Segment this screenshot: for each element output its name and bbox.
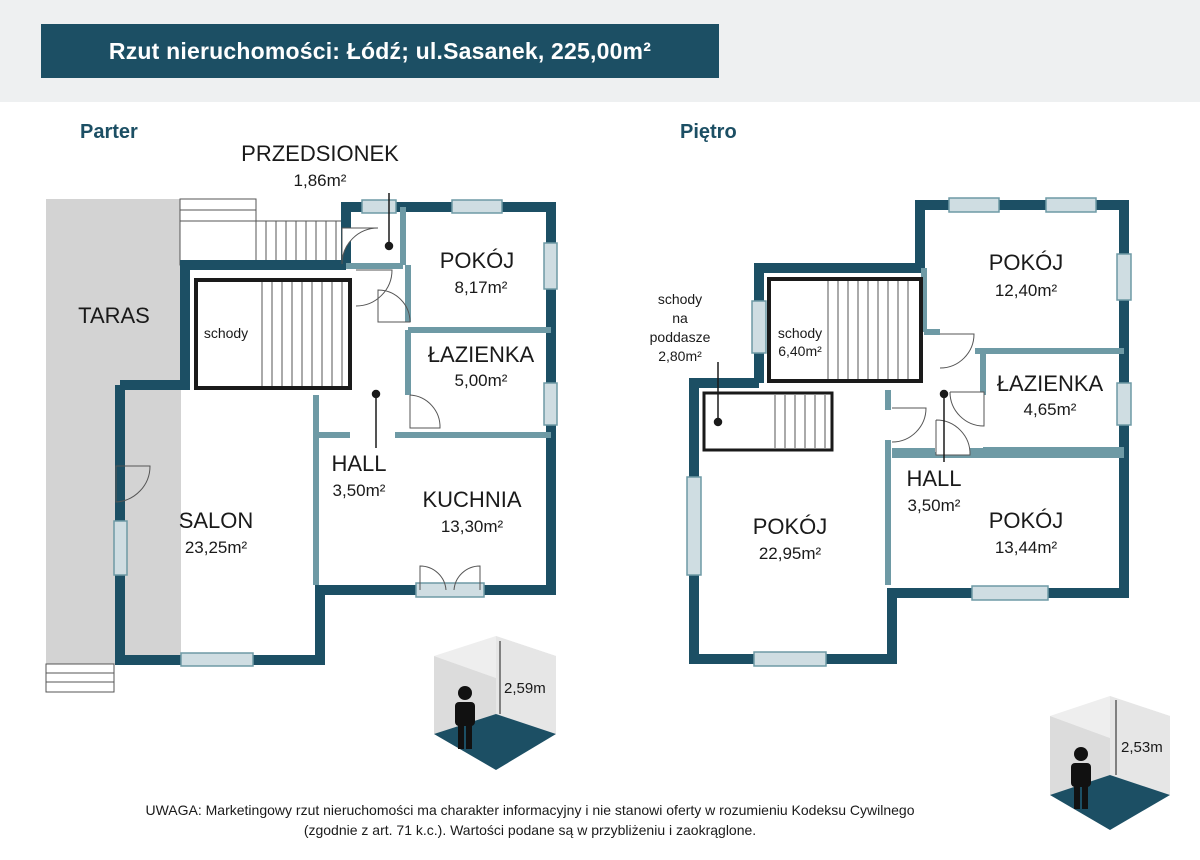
entrance-stairs xyxy=(256,221,342,265)
label-schody-upper: schody xyxy=(777,325,823,341)
label-schody-poddasze-1: schody xyxy=(657,291,703,307)
ground-ceiling-height: 2,59m xyxy=(504,680,546,697)
terrace-area xyxy=(46,199,181,664)
label-schody-poddasze-3: poddasze xyxy=(649,329,711,345)
upper-height-indicator xyxy=(1050,696,1170,830)
room-name-lazienka-ground: ŁAZIENKA xyxy=(427,342,535,367)
room-area-lazienka-upper: 4,65m² xyxy=(1023,400,1077,419)
label-schody-poddasze-2: na xyxy=(672,310,688,326)
room-name-hall-upper: HALL xyxy=(906,466,962,491)
attic-staircase xyxy=(704,393,832,450)
room-name-przedsionek: PRZEDSIONEK xyxy=(241,141,399,166)
ground-floor-plan xyxy=(46,141,557,770)
upper-ceiling-height: 2,53m xyxy=(1121,739,1163,756)
terrace-steps xyxy=(46,664,114,692)
room-area-pokoj-ground: 8,17m² xyxy=(454,278,508,297)
room-name-lazienka-upper: ŁAZIENKA xyxy=(996,371,1104,396)
room-area-pokoj-upper-se: 13,44m² xyxy=(994,538,1058,557)
label-taras: TARAS xyxy=(78,303,150,328)
room-name-kuchnia: KUCHNIA xyxy=(422,487,522,512)
ground-height-indicator xyxy=(434,636,556,770)
room-area-pokoj-upper-ne: 12,40m² xyxy=(994,281,1058,300)
ground-label-pointers xyxy=(373,193,393,448)
room-area-pokoj-upper-w: 22,95m² xyxy=(758,544,822,563)
room-name-pokoj-upper-ne: POKÓJ xyxy=(988,250,1064,275)
room-area-hall-ground: 3,50m² xyxy=(332,481,386,500)
entrance-landing xyxy=(180,199,256,265)
ground-partitions xyxy=(316,207,551,585)
ground-floor-label: Parter xyxy=(80,121,138,143)
room-area-przedsionek: 1,86m² xyxy=(293,171,347,190)
room-name-salon: SALON xyxy=(178,508,254,533)
room-name-hall-ground: HALL xyxy=(331,451,387,476)
area-schody-upper: 6,40m² xyxy=(778,343,822,359)
label-schody-ground: schody xyxy=(203,325,249,341)
page-title: Rzut nieruchomości: Łódź; ul.Sasanek, 225,00m² xyxy=(41,24,719,78)
room-area-hall-upper: 3,50m² xyxy=(907,496,961,515)
room-area-salon: 23,25m² xyxy=(184,538,248,557)
room-name-pokoj-upper-w: POKÓJ xyxy=(752,514,828,539)
upper-floor-label: Piętro xyxy=(680,121,737,143)
room-area-lazienka-ground: 5,00m² xyxy=(454,371,508,390)
area-schody-poddasze: 2,80m² xyxy=(658,348,702,364)
room-name-pokoj-upper-se: POKÓJ xyxy=(988,508,1064,533)
disclaimer-note xyxy=(60,800,1000,840)
room-area-kuchnia: 13,30m² xyxy=(440,517,504,536)
disclaimer-line-2: (zgodnie z art. 71 k.c.). Wartości podane są w przybliżeniu i zaokrąglone. xyxy=(303,822,757,838)
disclaimer-line-1: UWAGA: Marketingowy rzut nieruchomości ma charakter informacyjny i nie stanowi oferty w rozumieniu Kodeksu Cywilnego xyxy=(145,802,915,818)
upper-floor-plan xyxy=(650,198,1170,830)
room-name-pokoj-ground: POKÓJ xyxy=(439,248,515,273)
